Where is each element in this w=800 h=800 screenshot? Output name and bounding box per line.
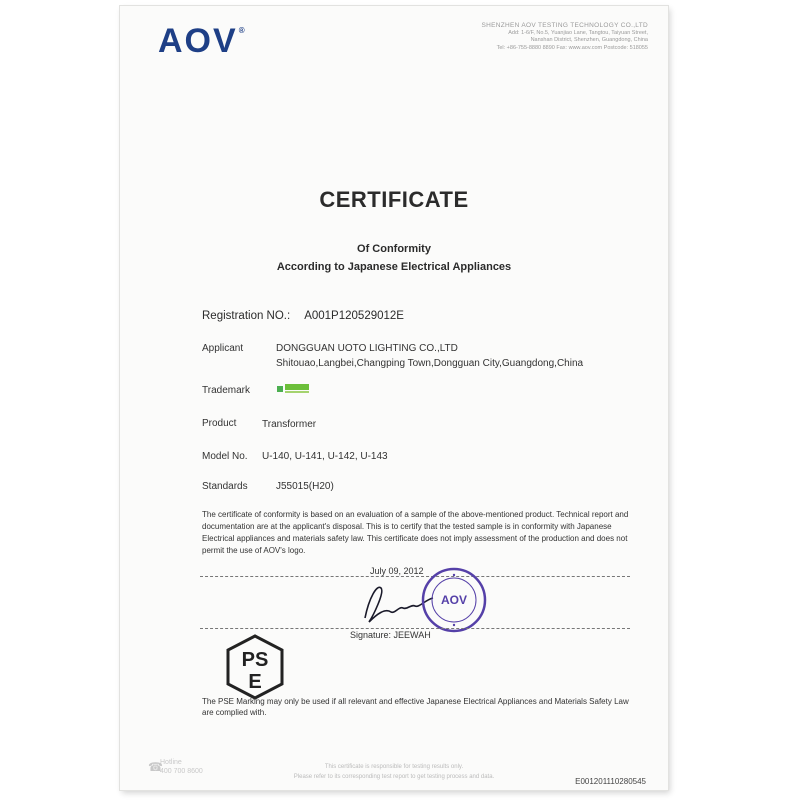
certificate-sheet <box>120 6 668 790</box>
certificate-title: CERTIFICATE <box>319 187 469 212</box>
company-address-1: Add: 1-6/F, No.5, Yuanjiao Lane, Tangtou, Taiyuan Street, <box>508 29 648 36</box>
certificate-subtitle-1: Of Conformity <box>357 243 431 255</box>
conformity-statement: The certificate of conformity is based on an evaluation of a sample of the above-mentioned product. Technical report and documentation are at the applicant's disposal. This is to certify that the tested sample is in conformity with Japanese Electrical appliances and materials safety law. This certificate does not imply assessment of the production and does not permit the use of AOV's logo. <box>202 510 629 555</box>
certificate-subtitle-2: According to Japanese Electrical Appliances <box>276 261 512 273</box>
company-address-2: Nanshan District, Shenzhen, Guangdong, China <box>530 37 648 43</box>
registration-number: A001P120529012E <box>304 310 404 322</box>
product-label: Product <box>202 418 237 429</box>
product-value: Transformer <box>262 419 317 430</box>
trademark-logo-icon <box>277 382 317 396</box>
registration-label: Registration NO.: <box>202 310 291 322</box>
company-name: SHENZHEN AOV TESTING TECHNOLOGY CO.,LTD <box>481 22 648 29</box>
applicant-name: DONGGUAN UOTO LIGHTING CO.,LTD <box>276 343 458 354</box>
pse-note: The PSE Marking may only be used if all relevant and effective Japanese Electrical Appliances and Materials Safety Law are complied with. <box>202 697 629 717</box>
model-label: Model No. <box>202 451 248 462</box>
company-header <box>481 22 648 52</box>
divider-top <box>200 576 630 577</box>
footer-note-1: This certificate is responsible for testing results only. <box>324 764 464 770</box>
applicant-address: Shitouao,Langbei,Changping Town,Dongguan City,Guangdong,China <box>276 358 584 369</box>
certificate-code: E001201110280545 <box>575 777 646 786</box>
pse-mark-icon <box>220 632 290 702</box>
trademark-label: Trademark <box>202 385 250 396</box>
hotline-number: 400 700 8600 <box>160 768 203 775</box>
company-contact: Tel: +86-755-8880 8890 Fax: www.aov.com Postcode: 518055 <box>496 44 648 51</box>
applicant-label: Applicant <box>202 343 244 354</box>
footer-note-2: Please refer to its corresponding test report to get testing process and data. <box>293 774 495 780</box>
company-seal-icon <box>420 566 488 634</box>
hotline-label: Hotline <box>160 759 182 766</box>
registration-row <box>202 310 404 322</box>
signature-label: Signature: JEEWAH <box>350 630 431 640</box>
phone-icon: ☎ <box>148 760 163 774</box>
aov-logo: AOV® <box>158 22 247 60</box>
standards-value: J55015(H20) <box>276 481 334 492</box>
model-value: U-140, U-141, U-142, U-143 <box>262 451 388 462</box>
pse-mark-top-text: PS <box>241 649 269 671</box>
issue-date: July 09, 2012 <box>370 566 424 576</box>
standards-label: Standards <box>202 481 248 492</box>
divider-bottom <box>200 628 630 629</box>
pse-mark-bottom-text: E <box>248 671 262 693</box>
svg-text:AOV: AOV <box>440 593 468 607</box>
